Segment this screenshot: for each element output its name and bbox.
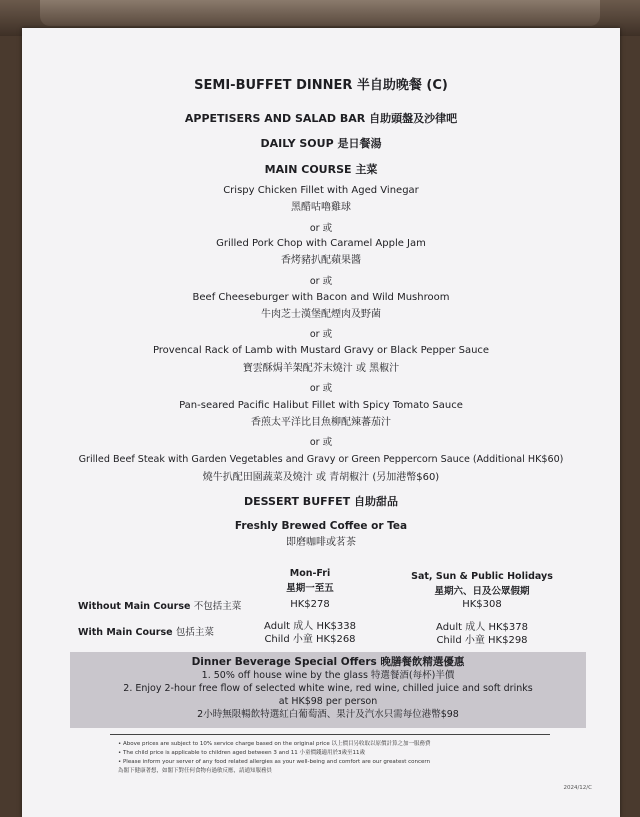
offers-line: 2小時無限暢飲特選紅白葡萄酒、果汁及汽水只需每位港幣$98 bbox=[197, 709, 459, 720]
section-dessert: DESSERT BUFFET 自助甜品 bbox=[243, 495, 398, 508]
price-value: Child 小童 HK$268 bbox=[264, 634, 356, 645]
price-value: HK$308 bbox=[462, 599, 502, 610]
footnote: 為閣下健康著想，如閣下對任何食物有過敏反應，請通知服務員 bbox=[118, 768, 273, 774]
price-value: Child 小童 HK$298 bbox=[436, 635, 528, 646]
offers-line: at HK$98 per person bbox=[278, 696, 378, 707]
menu-sheet bbox=[22, 28, 620, 817]
main-item-en: Grilled Pork Chop with Caramel Apple Jam bbox=[216, 238, 426, 249]
main-item-en: Pan-seared Pacific Halibut Fillet with Spicy Tomato Sauce bbox=[179, 400, 463, 411]
divider bbox=[110, 734, 550, 735]
main-item-zh: 香烤豬扒配蘋果醬 bbox=[281, 255, 361, 266]
footnotes bbox=[118, 740, 430, 776]
clipboard-clip bbox=[40, 0, 600, 26]
price-value: HK$278 bbox=[290, 599, 330, 610]
price-col-weekday-en: Mon-Fri bbox=[289, 568, 331, 579]
section-soup: DAILY SOUP 是日餐湯 bbox=[260, 137, 382, 150]
price-col-weekend-zh: 星期六、日及公眾假期 bbox=[434, 586, 530, 597]
main-item-zh: 寶雲酥焗羊架配芥末燒汁 或 黑椒汁 bbox=[242, 363, 400, 374]
price-row-label-zh: 包括主菜 bbox=[175, 627, 214, 638]
main-item-zh: 香煎太平洋比目魚柳配辣蕃茄汁 bbox=[251, 417, 391, 428]
beverage-offers-box bbox=[70, 652, 586, 728]
footnote: • The child price is applicable to children aged between 3 and 11 小童價錢適用於3歲至11歲 bbox=[118, 750, 365, 756]
menu-code: 2024/12/C bbox=[563, 785, 592, 791]
main-item-zh: 燒牛扒配田園蔬菜及燒汁 或 青胡椒汁 (另加港幣$60) bbox=[202, 472, 440, 483]
section-appetisers: APPETISERS AND SALAD BAR 自助頭盤及沙律吧 bbox=[184, 112, 458, 125]
or-separator: or 或 bbox=[309, 437, 333, 448]
or-separator: or 或 bbox=[309, 276, 333, 287]
main-item-zh: 黑醋咕嚕雞球 bbox=[291, 202, 351, 213]
main-item-en: Crispy Chicken Fillet with Aged Vinegar bbox=[223, 185, 419, 196]
offers-line: 1. 50% off house wine by the glass 特選餐酒(每杯)半價 bbox=[201, 670, 455, 681]
price-col-weekend-en: Sat, Sun & Public Holidays bbox=[411, 571, 553, 582]
price-value: Adult 成人 HK$338 bbox=[264, 621, 356, 632]
offers-line: 2. Enjoy 2-hour free flow of selected white wine, red wine, chilled juice and soft drinks bbox=[123, 683, 533, 694]
main-item-en: Grilled Beef Steak with Garden Vegetables and Gravy or Green Peppercorn Sauce (Additional HK$60) bbox=[78, 454, 564, 465]
main-item-en: Provencal Rack of Lamb with Mustard Gravy or Black Pepper Sauce bbox=[152, 345, 490, 356]
main-item-en: Beef Cheeseburger with Bacon and Wild Mushroom bbox=[192, 292, 450, 303]
or-separator: or 或 bbox=[309, 329, 333, 340]
footnote: • Above prices are subject to 10% service charge based on the original price 以上價目另收取以原價計算之加一服務費 bbox=[118, 741, 431, 747]
main-item-zh: 牛肉芝士漢堡配煙肉及野菌 bbox=[261, 309, 381, 320]
section-main-course: MAIN COURSE 主菜 bbox=[264, 163, 378, 176]
price-col-weekday-zh: 星期一至五 bbox=[286, 583, 334, 594]
price-row-label-zh: 不包括主菜 bbox=[193, 601, 242, 612]
coffee-zh: 即磨咖啡或茗茶 bbox=[286, 537, 356, 548]
or-separator: or 或 bbox=[309, 223, 333, 234]
footnote: • Please inform your server of any food related allergies as your well-being and comfort are our greatest concern bbox=[118, 759, 431, 765]
price-row-without-main bbox=[78, 598, 241, 612]
offers-heading: Dinner Beverage Special Offers 晚膳餐飲精選優惠 bbox=[191, 656, 465, 668]
price-row-label-en: Without Main Course bbox=[78, 601, 191, 612]
price-row-with-main bbox=[78, 624, 214, 638]
price-row-label-en: With Main Course bbox=[78, 627, 173, 638]
or-separator: or 或 bbox=[309, 383, 333, 394]
menu-title: SEMI-BUFFET DINNER 半自助晚餐 (C) bbox=[194, 78, 448, 93]
coffee-en: Freshly Brewed Coffee or Tea bbox=[234, 520, 408, 532]
price-value: Adult 成人 HK$378 bbox=[436, 622, 528, 633]
